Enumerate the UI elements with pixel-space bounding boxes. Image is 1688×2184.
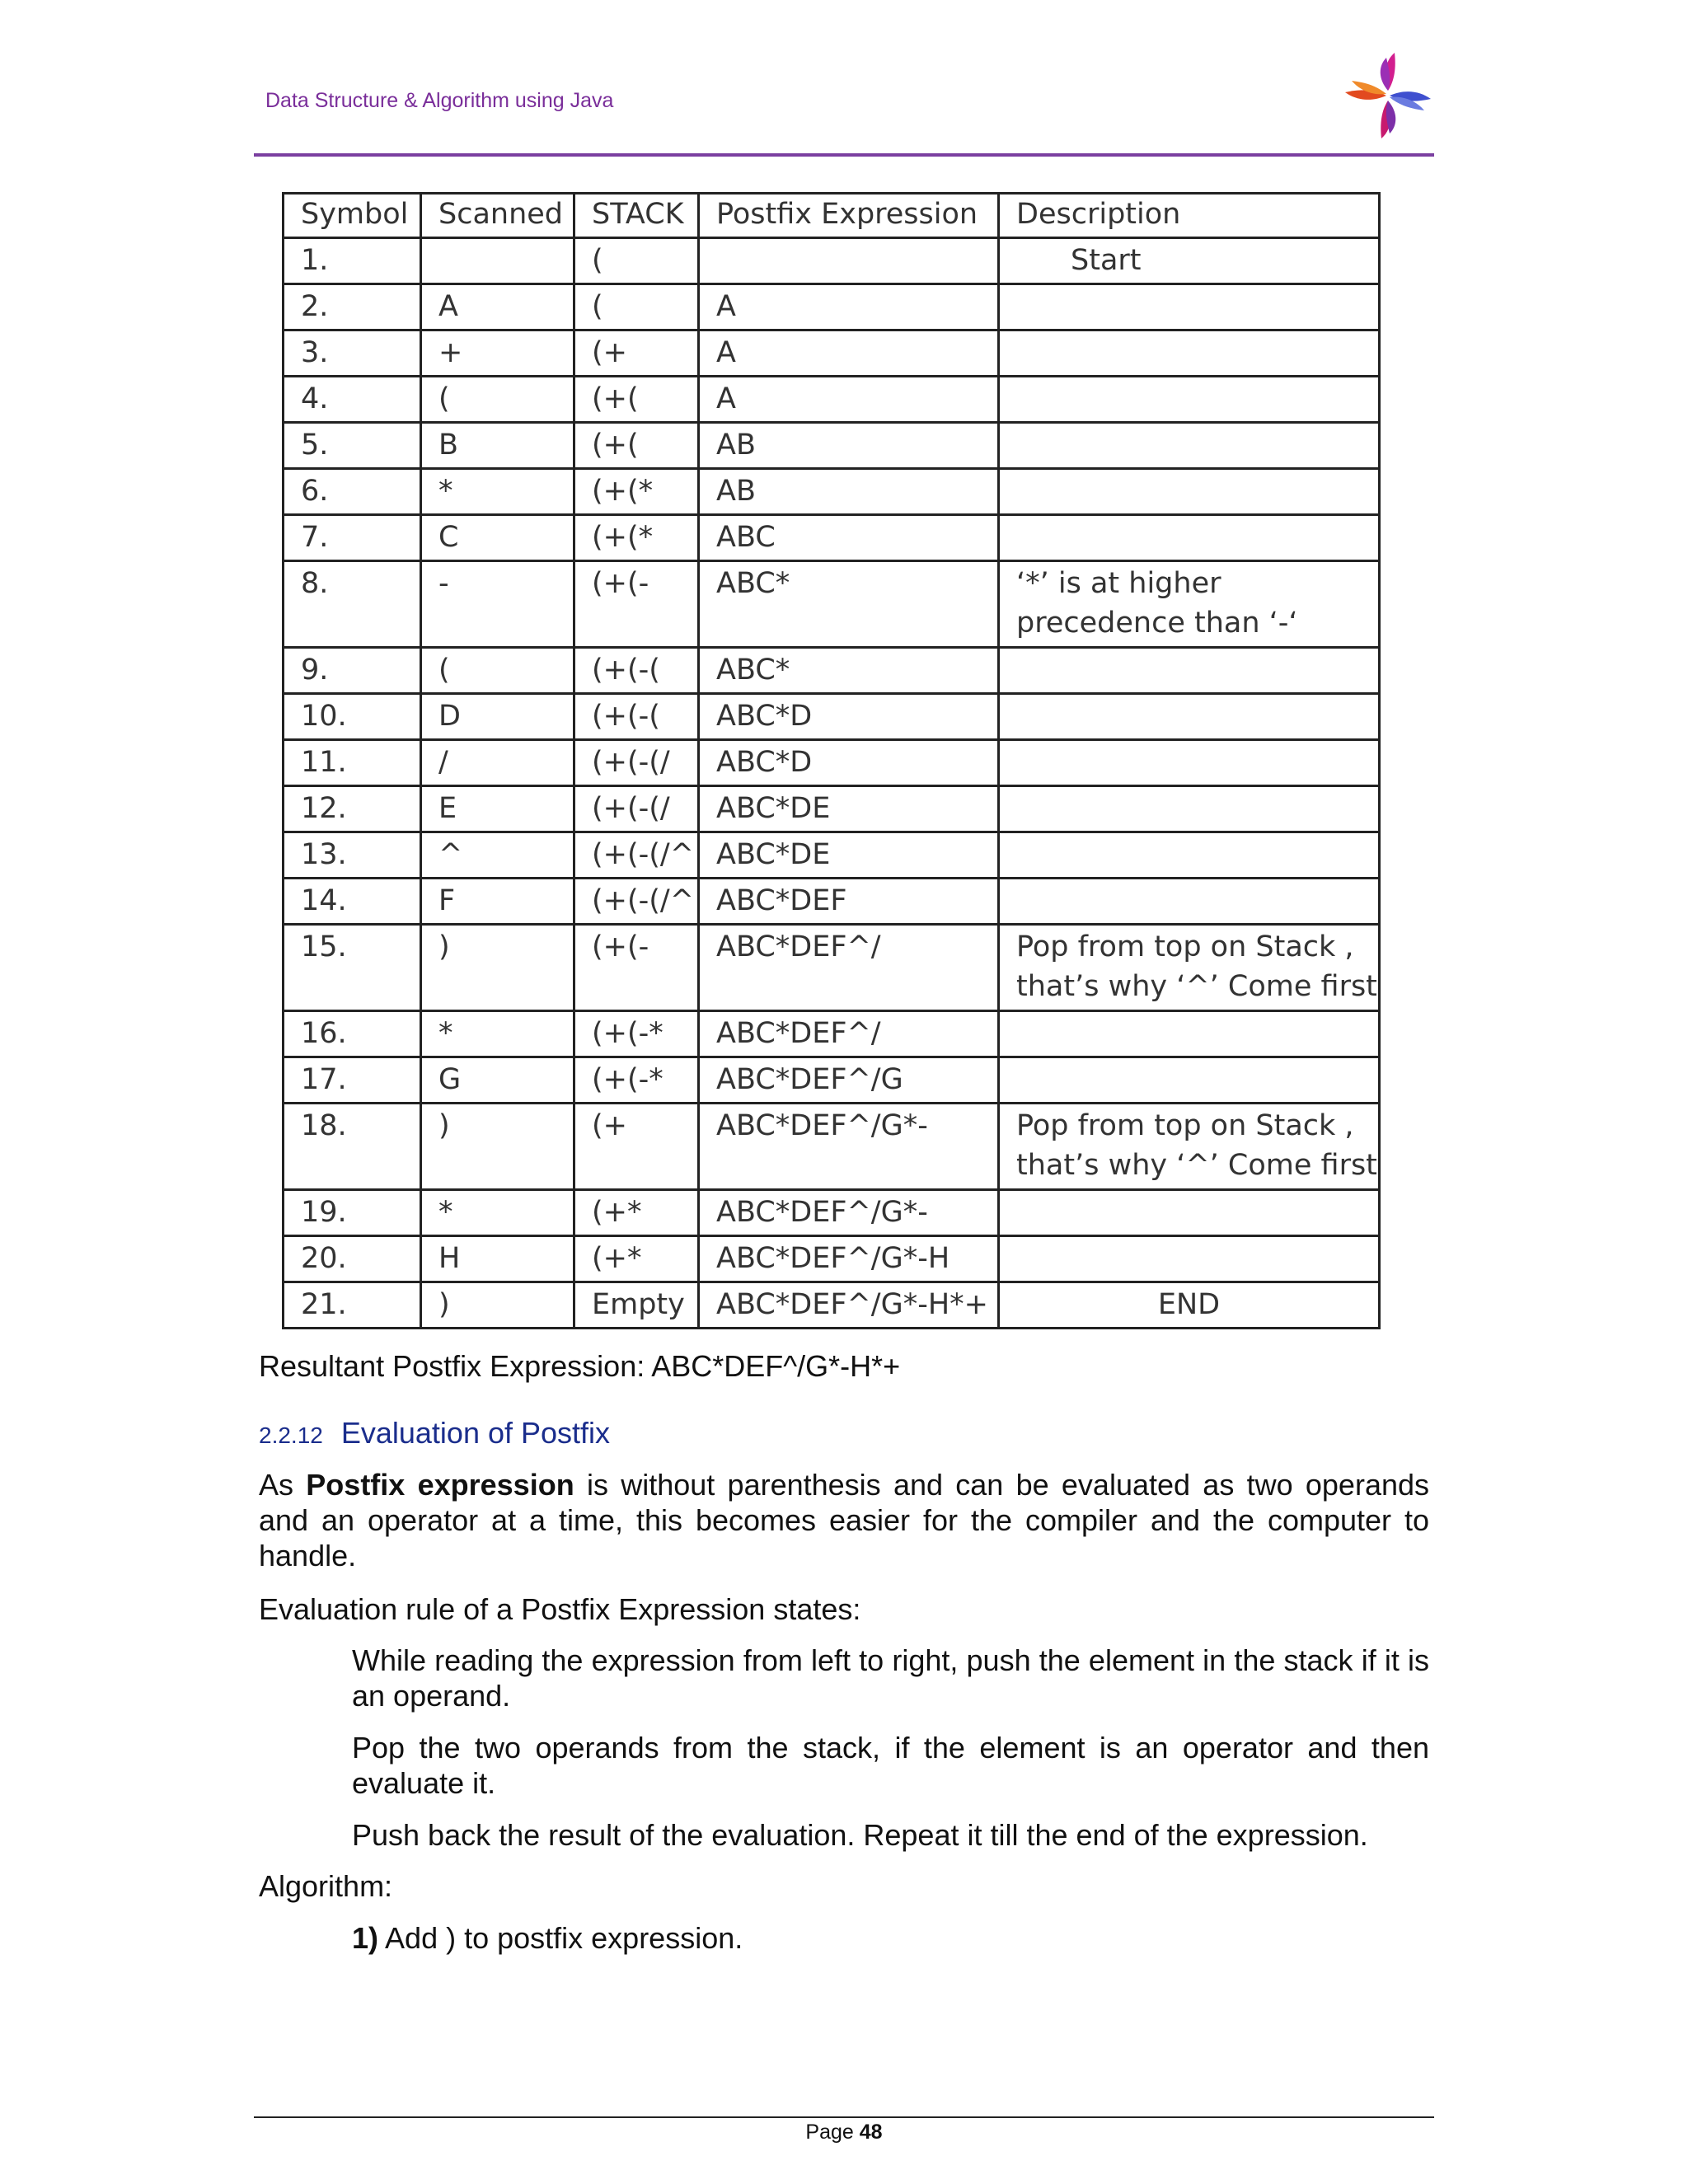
cell-stack: (+	[574, 1104, 699, 1190]
cell-description	[999, 515, 1380, 561]
cell-postfix: ABC*DEF^/G*-H	[699, 1236, 999, 1282]
section-number: 2.2.12	[259, 1422, 323, 1448]
cell-description: Start	[999, 238, 1380, 284]
cell-symbol: 9.	[284, 648, 421, 694]
cell-stack: (+(-(/^	[574, 832, 699, 879]
cell-scanned: (	[421, 648, 574, 694]
cell-scanned: C	[421, 515, 574, 561]
cell-description: END	[999, 1282, 1380, 1329]
table-row	[284, 832, 1380, 879]
cell-postfix: AB	[699, 469, 999, 515]
column-header-description: Description	[999, 194, 1380, 238]
cell-postfix: ABC	[699, 515, 999, 561]
cell-symbol: 5.	[284, 423, 421, 469]
brand-logo-icon	[1342, 49, 1434, 142]
cell-scanned: )	[421, 925, 574, 1011]
cell-symbol: 10.	[284, 694, 421, 740]
algorithm-step	[352, 1920, 1429, 1956]
page-number	[0, 2121, 1688, 2144]
cell-stack: (+(-*	[574, 1011, 699, 1057]
rule-heading: Evaluation rule of a Postfix Expression states:	[259, 1592, 861, 1626]
cell-postfix: ABC*DEF^/	[699, 925, 999, 1011]
cell-symbol: 2.	[284, 284, 421, 330]
cell-description	[999, 879, 1380, 925]
cell-scanned: (	[421, 377, 574, 423]
cell-stack: (+(-(	[574, 694, 699, 740]
table-row	[284, 740, 1380, 786]
intro-bold-term: Postfix expression	[306, 1468, 574, 1502]
cell-stack: Empty	[574, 1282, 699, 1329]
intro-paragraph	[259, 1467, 1429, 1573]
cell-postfix: ABC*	[699, 561, 999, 648]
cell-postfix: ABC*DEF^/G	[699, 1057, 999, 1104]
cell-description	[999, 1011, 1380, 1057]
cell-description	[999, 1190, 1380, 1236]
cell-stack: (	[574, 284, 699, 330]
cell-scanned: ^	[421, 832, 574, 879]
cell-stack: (+	[574, 330, 699, 377]
cell-symbol: 18.	[284, 1104, 421, 1190]
table-row	[284, 561, 1380, 648]
intro-rest: is without parenthesis and can be evaluated as two operands and an operator at a time, this becomes easier for the compiler and the computer to handle.	[259, 1468, 1430, 1572]
cell-description	[999, 330, 1380, 377]
cell-postfix: ABC*DEF^/G*-	[699, 1190, 999, 1236]
cell-description: ‘*’ is at higher precedence than ‘-‘	[999, 561, 1380, 648]
column-header-symbol: Symbol	[284, 194, 421, 238]
cell-symbol: 11.	[284, 740, 421, 786]
cell-scanned: +	[421, 330, 574, 377]
cell-symbol: 19.	[284, 1190, 421, 1236]
cell-description	[999, 786, 1380, 832]
cell-symbol: 16.	[284, 1011, 421, 1057]
section-title: Evaluation of Postfix	[340, 1416, 611, 1450]
cell-scanned: H	[421, 1236, 574, 1282]
cell-description	[999, 377, 1380, 423]
rule-item: Pop the two operands from the stack, if the element is an operator and then evaluate it.	[352, 1731, 1429, 1800]
cell-symbol: 17.	[284, 1057, 421, 1104]
cell-symbol: 13.	[284, 832, 421, 879]
cell-symbol: 1.	[284, 238, 421, 284]
cell-symbol: 14.	[284, 879, 421, 925]
cell-stack: (+(*	[574, 515, 699, 561]
table-row	[284, 469, 1380, 515]
table-row	[284, 879, 1380, 925]
cell-stack: (+(-	[574, 561, 699, 648]
footer-divider	[254, 2116, 1434, 2118]
cell-scanned: B	[421, 423, 574, 469]
cell-description	[999, 284, 1380, 330]
cell-postfix: A	[699, 284, 999, 330]
table-row	[284, 1011, 1380, 1057]
table-row	[284, 1236, 1380, 1282]
cell-symbol: 6.	[284, 469, 421, 515]
cell-description	[999, 740, 1380, 786]
cell-postfix	[699, 238, 999, 284]
table-row	[284, 1104, 1380, 1190]
cell-postfix: ABC*DEF^/G*-H*+	[699, 1282, 999, 1329]
cell-postfix: ABC*	[699, 648, 999, 694]
cell-postfix: ABC*DE	[699, 832, 999, 879]
cell-stack: (+(-(	[574, 648, 699, 694]
cell-description: Pop from top on Stack , that’s why ‘^’ Come first	[999, 1104, 1380, 1190]
cell-scanned: )	[421, 1282, 574, 1329]
table-row	[284, 377, 1380, 423]
algorithm-label: Algorithm:	[259, 1869, 393, 1903]
table-row	[284, 423, 1380, 469]
cell-symbol: 3.	[284, 330, 421, 377]
cell-symbol: 4.	[284, 377, 421, 423]
table-row	[284, 330, 1380, 377]
cell-scanned: -	[421, 561, 574, 648]
cell-stack: (+(-(/^	[574, 879, 699, 925]
cell-postfix: ABC*DEF	[699, 879, 999, 925]
table-row	[284, 1057, 1380, 1104]
cell-description	[999, 694, 1380, 740]
cell-description: Pop from top on Stack , that’s why ‘^’ Come first	[999, 925, 1380, 1011]
cell-description	[999, 469, 1380, 515]
conversion-table	[282, 192, 1381, 1329]
rule-item: Push back the result of the evaluation. Repeat it till the end of the expression.	[352, 1818, 1368, 1852]
table-row	[284, 284, 1380, 330]
cell-stack: (+(*	[574, 469, 699, 515]
rule-item: While reading the expression from left to right, push the element in the stack if it is an operand.	[352, 1643, 1429, 1713]
cell-description	[999, 648, 1380, 694]
column-header-scanned: Scanned	[421, 194, 574, 238]
result-line: Resultant Postfix Expression: ABC*DEF^/G*-H*+	[259, 1349, 901, 1383]
cell-postfix: AB	[699, 423, 999, 469]
cell-scanned: G	[421, 1057, 574, 1104]
cell-description	[999, 423, 1380, 469]
cell-stack: (+*	[574, 1190, 699, 1236]
cell-postfix: ABC*DE	[699, 786, 999, 832]
cell-scanned: *	[421, 1190, 574, 1236]
cell-scanned: /	[421, 740, 574, 786]
table-row	[284, 238, 1380, 284]
section-heading	[259, 1416, 610, 1451]
table-row	[284, 1190, 1380, 1236]
cell-stack: (+(-	[574, 925, 699, 1011]
cell-description	[999, 1057, 1380, 1104]
cell-postfix: ABC*DEF^/	[699, 1011, 999, 1057]
cell-scanned: A	[421, 284, 574, 330]
cell-symbol: 21.	[284, 1282, 421, 1329]
table-row	[284, 925, 1380, 1011]
algorithm-step-text: Add ) to postfix expression.	[378, 1921, 743, 1955]
cell-postfix: ABC*D	[699, 740, 999, 786]
cell-scanned: )	[421, 1104, 574, 1190]
cell-stack: (+(	[574, 423, 699, 469]
page-number-value: 48	[859, 2121, 883, 2144]
column-header-stack: STACK	[574, 194, 699, 238]
table-row	[284, 1282, 1380, 1329]
table-header-row	[284, 194, 1380, 238]
cell-scanned: *	[421, 469, 574, 515]
cell-scanned: E	[421, 786, 574, 832]
table-row	[284, 786, 1380, 832]
algorithm-step-number: 1)	[352, 1921, 379, 1955]
cell-stack: (+(	[574, 377, 699, 423]
cell-postfix: A	[699, 377, 999, 423]
cell-symbol: 7.	[284, 515, 421, 561]
column-header-postfix: Postfix Expression	[699, 194, 999, 238]
cell-scanned: F	[421, 879, 574, 925]
cell-stack: (+(-*	[574, 1057, 699, 1104]
cell-stack: (+(-(/	[574, 786, 699, 832]
header-divider	[254, 153, 1434, 157]
cell-scanned: D	[421, 694, 574, 740]
cell-postfix: A	[699, 330, 999, 377]
cell-symbol: 20.	[284, 1236, 421, 1282]
intro-prefix: As	[259, 1468, 307, 1502]
cell-stack: (+*	[574, 1236, 699, 1282]
cell-symbol: 12.	[284, 786, 421, 832]
table-row	[284, 694, 1380, 740]
table-row	[284, 515, 1380, 561]
cell-symbol: 15.	[284, 925, 421, 1011]
table-row	[284, 648, 1380, 694]
page-label: Page	[805, 2121, 860, 2144]
cell-scanned: *	[421, 1011, 574, 1057]
cell-symbol: 8.	[284, 561, 421, 648]
cell-description	[999, 832, 1380, 879]
cell-stack: (	[574, 238, 699, 284]
cell-stack: (+(-(/	[574, 740, 699, 786]
cell-postfix: ABC*D	[699, 694, 999, 740]
cell-description	[999, 1236, 1380, 1282]
cell-scanned	[421, 238, 574, 284]
cell-postfix: ABC*DEF^/G*-	[699, 1104, 999, 1190]
header-title: Data Structure & Algorithm using Java	[265, 89, 614, 112]
